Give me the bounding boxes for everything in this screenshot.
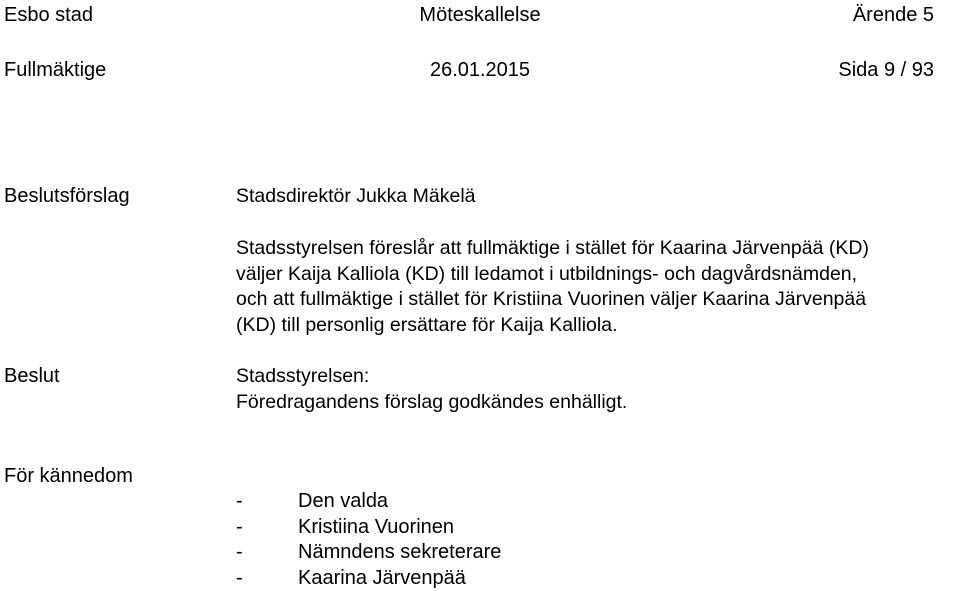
- list-dash: -: [236, 489, 298, 515]
- proposal-text: [236, 236, 946, 338]
- proposal-label: Beslutsförslag: [4, 184, 130, 208]
- decision-text: Föredragandens förslag godkändes enhälligt.: [236, 390, 946, 416]
- decision-body-name: Stadsstyrelsen:: [236, 364, 946, 390]
- recipient: Nämndens sekreterare: [298, 540, 501, 566]
- proposal-line: väljer Kaija Kalliola (KD) till ledamot i utbildnings- och dagvårdsnämden,: [236, 262, 946, 288]
- recipient: Kaarina Järvenpää: [298, 566, 466, 591]
- recipient: Kristiina Vuorinen: [298, 515, 454, 541]
- recipient: Den valda: [298, 489, 388, 515]
- decision-label: Beslut: [4, 364, 60, 388]
- meeting-date: 26.01.2015: [430, 58, 530, 82]
- agenda-item: Ärende 5: [853, 3, 934, 27]
- list-item: [236, 515, 501, 541]
- page-number: Sida 9 / 93: [838, 58, 934, 82]
- list-dash: -: [236, 566, 298, 591]
- distribution-list: [236, 489, 501, 591]
- list-item: [236, 540, 501, 566]
- organization-name: Esbo stad: [4, 3, 93, 27]
- document-type: Möteskallelse: [419, 3, 540, 27]
- list-item: [236, 489, 501, 515]
- list-dash: -: [236, 540, 298, 566]
- governing-body: Fullmäktige: [4, 58, 106, 82]
- list-dash: -: [236, 515, 298, 541]
- proposer: Stadsdirektör Jukka Mäkelä: [236, 184, 946, 210]
- distribution-label: För kännedom: [4, 464, 133, 488]
- decision-body: [236, 364, 946, 415]
- proposal-line: Stadsstyrelsen föreslår att fullmäktige i stället för Kaarina Järvenpää (KD): [236, 236, 946, 262]
- proposal-line: och att fullmäktige i stället för Kristiina Vuorinen väljer Kaarina Järvenpää: [236, 287, 946, 313]
- list-item: [236, 566, 501, 591]
- proposal-line: (KD) till personlig ersättare för Kaija Kalliola.: [236, 313, 946, 339]
